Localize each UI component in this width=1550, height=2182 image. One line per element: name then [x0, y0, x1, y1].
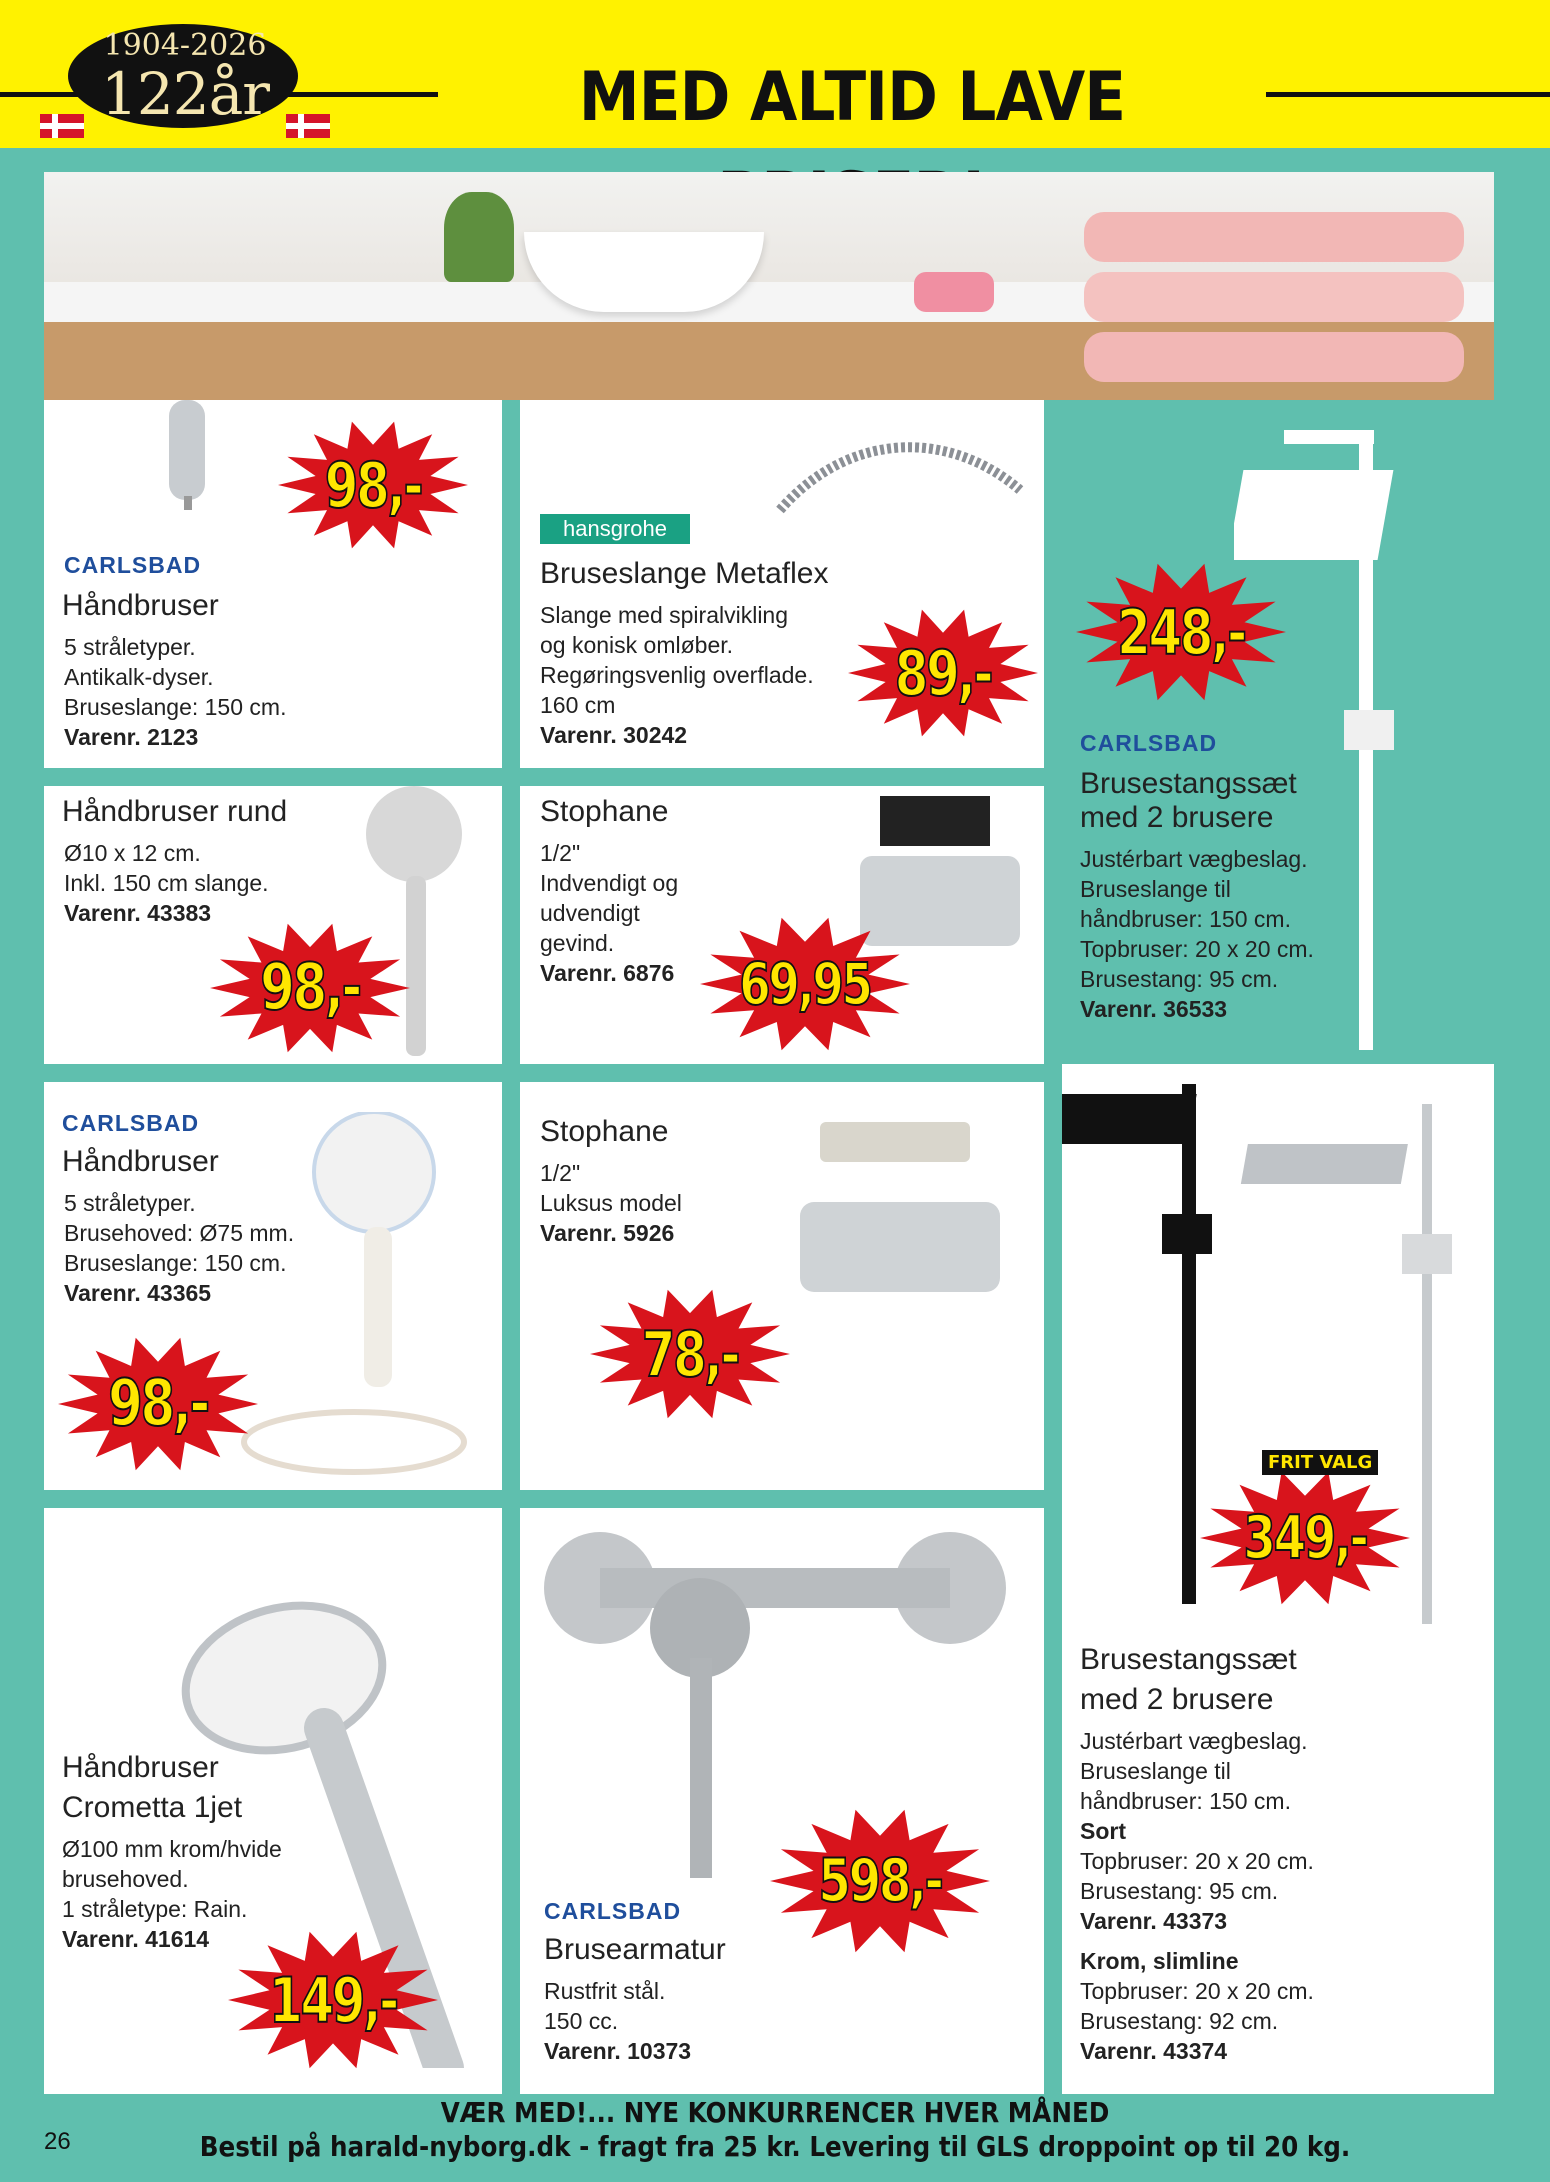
product-line: 5 stråletyper.	[64, 1190, 196, 1216]
varenr: Varenr. 6876	[540, 960, 675, 986]
price: 98,-	[108, 1367, 208, 1441]
price: 98,-	[324, 448, 422, 522]
product-line: gevind.	[540, 930, 615, 956]
hose-icon	[770, 420, 1030, 530]
product-line: Indvendigt og	[540, 870, 679, 896]
shower-head-icon	[224, 1112, 502, 1490]
price-starburst	[590, 1288, 790, 1420]
product-card-brusearmatur[interactable]	[520, 1508, 1044, 2094]
hansgrohe-logo: hansgrohe	[540, 514, 690, 544]
product-line: Brusestang: 95 cm.	[1080, 1878, 1279, 1904]
product-line: 1/2"	[540, 840, 581, 866]
product-line: udvendigt	[540, 900, 640, 926]
product-title: Brusestangssæt	[1080, 767, 1297, 800]
brand-label: CARLSBAD	[1080, 730, 1218, 756]
product-title: Håndbruser	[62, 1751, 219, 1784]
product-line: håndbruser: 150 cm.	[1080, 906, 1291, 932]
product-line: Brusehoved: Ø75 mm.	[64, 1220, 295, 1246]
price: 598,-	[818, 1846, 942, 1916]
logo-anniversary: 122år	[100, 60, 269, 128]
price: 98,-	[260, 951, 360, 1025]
product-line: Bruseslange til	[1080, 1758, 1231, 1784]
product-card-stophane-2[interactable]	[520, 1082, 1044, 1490]
product-line: 1 stråletype: Rain.	[62, 1896, 248, 1922]
brand-label: CARLSBAD	[64, 552, 202, 578]
product-title: Stophane	[540, 795, 669, 828]
footer-order-line: Bestil på harald-nyborg.dk - fragt fra 25 kr. Levering til GLS droppoint op til 20 kg.	[199, 2130, 1351, 2163]
product-line: Topbruser: 20 x 20 cm.	[1080, 936, 1314, 962]
shower-head-icon	[114, 400, 274, 510]
price-starburst	[228, 1930, 438, 2070]
product-line: Brusestang: 92 cm.	[1080, 2008, 1279, 2034]
product-line: Topbruser: 20 x 20 cm.	[1080, 1978, 1314, 2004]
product-line: Inkl. 150 cm slange.	[64, 870, 269, 896]
product-line: Regøringsvenlig overflade.	[540, 662, 814, 688]
varenr: Varenr. 43383	[64, 900, 212, 926]
product-title: Brusearmatur	[544, 1933, 726, 1966]
product-title: Håndbruser rund	[62, 795, 288, 828]
varenr: Varenr. 43374	[1080, 2038, 1228, 2064]
bathroom-banner-image	[44, 172, 1494, 400]
product-line: 150 cc.	[544, 2008, 619, 2034]
product-line: og konisk omløber.	[540, 632, 734, 658]
price: 349,-	[1243, 1503, 1367, 1573]
varenr: Varenr. 41614	[62, 1926, 210, 1952]
anniversary-logo	[40, 14, 330, 134]
product-line: Justérbart vægbeslag.	[1080, 846, 1308, 872]
product-line: Ø10 x 12 cm.	[64, 840, 201, 866]
price-starburst	[1076, 562, 1286, 702]
product-title: Crometta 1jet	[62, 1791, 243, 1824]
product-line: Topbruser: 20 x 20 cm.	[1080, 1848, 1314, 1874]
page-number: 26	[44, 2128, 71, 2155]
varenr: Varenr. 36533	[1080, 996, 1228, 1022]
brand-label: CARLSBAD	[62, 1110, 200, 1136]
price-starburst	[770, 1808, 990, 1954]
product-title: Brusestangssæt	[1080, 1643, 1297, 1676]
product-line: Rustfrit stål.	[544, 1978, 666, 2004]
product-title: Bruseslange Metaflex	[540, 557, 829, 590]
product-line: Bruseslange: 150 cm.	[64, 694, 287, 720]
varenr: Varenr. 10373	[544, 2038, 692, 2064]
varenr: Varenr. 2123	[64, 724, 199, 750]
variant-label: Sort	[1080, 1818, 1126, 1844]
product-line: Ø100 mm krom/hvide	[62, 1836, 282, 1862]
price-starburst	[700, 916, 910, 1052]
product-line: håndbruser: 150 cm.	[1080, 1788, 1291, 1814]
price: 149,-	[269, 1963, 397, 2037]
product-line: Justérbart vægbeslag.	[1080, 1728, 1308, 1754]
price-starburst	[58, 1336, 258, 1472]
price: 69,95	[739, 950, 871, 1018]
price: 89,-	[894, 636, 992, 710]
price: 248,-	[1117, 595, 1245, 669]
varenr: Varenr. 30242	[540, 722, 688, 748]
product-card-brusestangssaet[interactable]	[1044, 400, 1494, 1064]
product-title: Håndbruser	[62, 1145, 219, 1178]
price-starburst	[210, 922, 410, 1054]
varenr: Varenr. 43365	[64, 1280, 212, 1306]
product-title: med 2 brusere	[1080, 1683, 1274, 1716]
price-starburst	[278, 420, 468, 550]
footer-competition-line: VÆR MED!... NYE KONKURRENCER HVER MÅNED	[440, 2096, 1110, 2129]
variant-label: Krom, slimline	[1080, 1948, 1239, 1974]
product-line: Slange med spiralvikling	[540, 602, 789, 628]
brand-label: CARLSBAD	[544, 1898, 682, 1924]
product-line: Antikalk-dyser.	[64, 664, 214, 690]
danish-flag-icon	[286, 114, 330, 138]
varenr: Varenr. 43373	[1080, 1908, 1228, 1934]
price-starburst	[848, 608, 1038, 738]
product-line: 5 stråletyper.	[64, 634, 196, 660]
product-line: 1/2"	[540, 1160, 581, 1186]
product-line: 160 cm	[540, 692, 616, 718]
product-line: Bruseslange: 150 cm.	[64, 1250, 287, 1276]
product-line: Luksus model	[540, 1190, 682, 1216]
product-title: med 2 brusere	[1080, 801, 1274, 834]
logo-years: 1904-2026	[103, 28, 267, 63]
product-title: Stophane	[540, 1115, 669, 1148]
valve-icon	[790, 1112, 1030, 1312]
price: 78,-	[641, 1317, 739, 1391]
product-title: Håndbruser	[62, 589, 219, 622]
frit-valg-badge: FRIT VALG	[1262, 1450, 1378, 1475]
page-header	[0, 0, 1550, 148]
product-line: brusehoved.	[62, 1866, 189, 1892]
varenr: Varenr. 5926	[540, 1220, 675, 1246]
price-starburst	[1200, 1470, 1410, 1606]
headline: MED ALTID LAVE	[438, 48, 1266, 148]
product-line: Brusestang: 95 cm.	[1080, 966, 1279, 992]
product-line: Bruseslange til	[1080, 876, 1231, 902]
danish-flag-icon	[40, 114, 84, 138]
